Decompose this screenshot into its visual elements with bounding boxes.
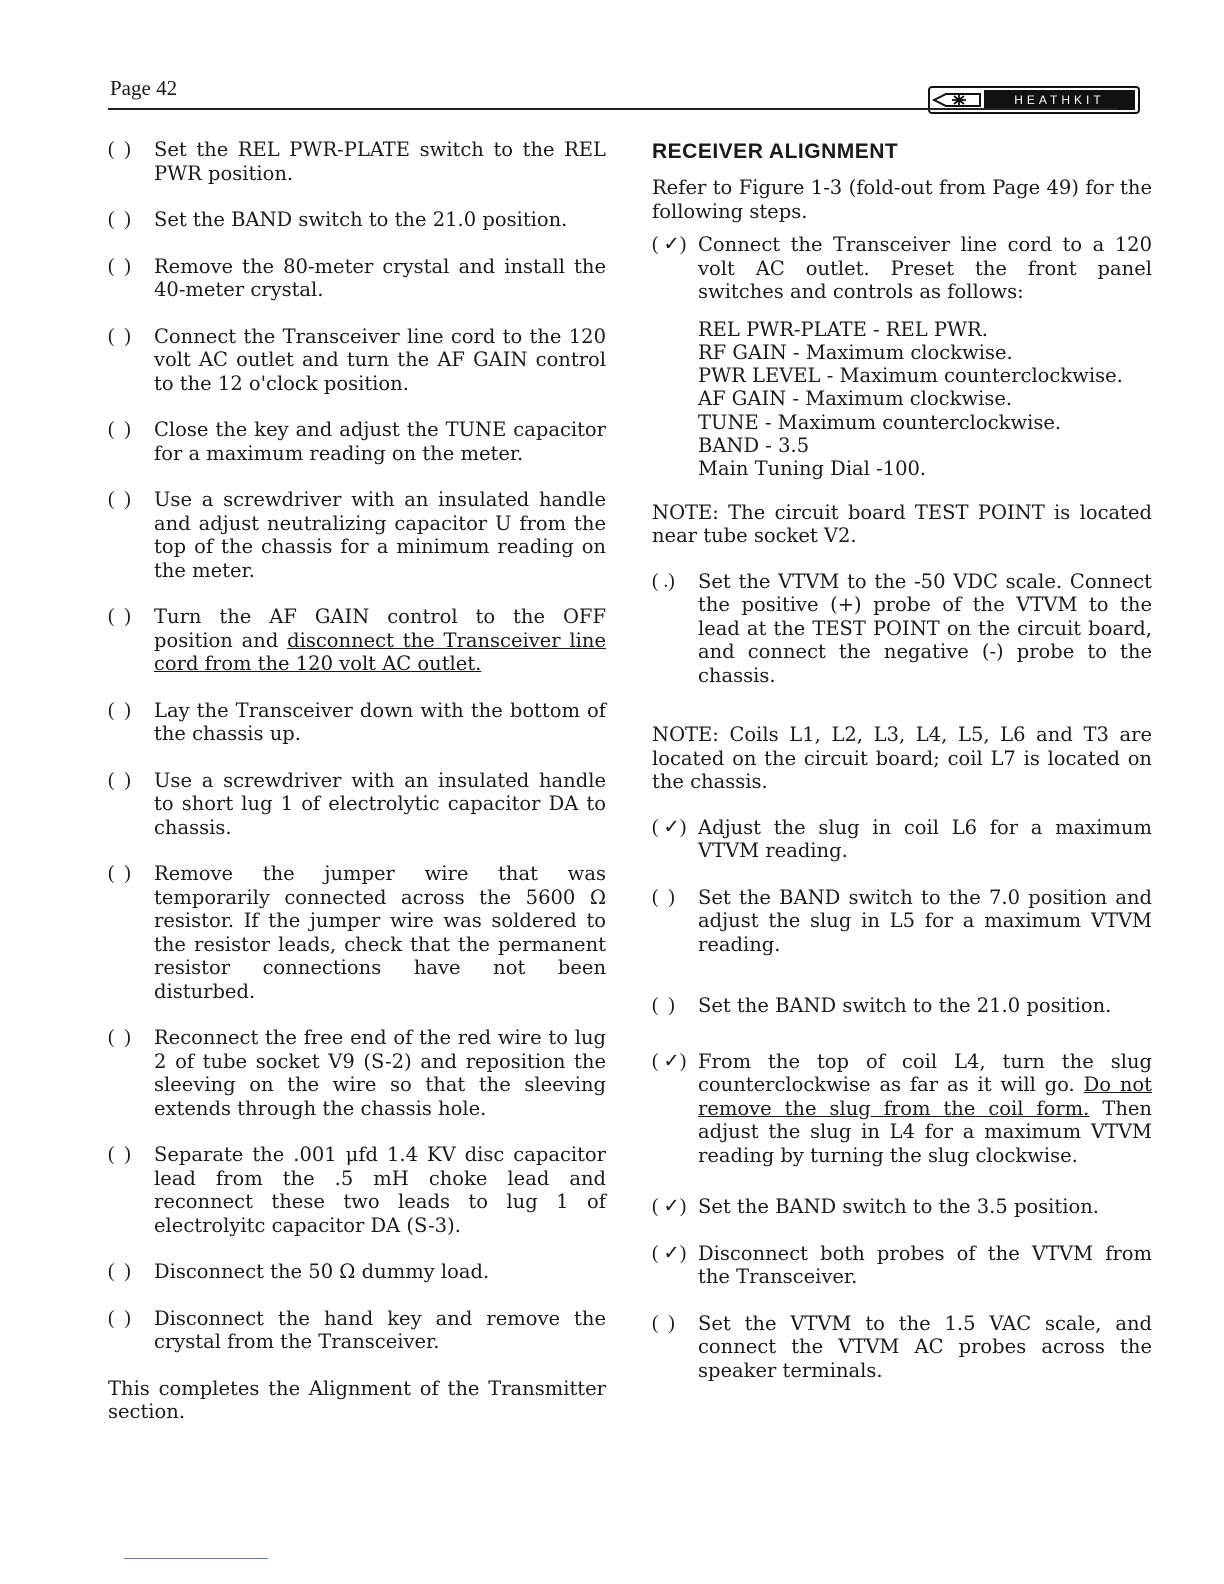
step-text: Set the VTVM to the -50 VDC scale. Connect the positive (+) probe of the VTVM to the lead at the TEST POINT on the circuit board, and connect the negative (-) probe to the chassis. — [698, 569, 1152, 687]
step-text: Remove the jumper wire that was temporarily connected across the 5600 Ω resistor. If the jumper wire was soldered to the resistor leads, check that the permanent resistor connections have not been disturbed. — [154, 862, 606, 1003]
step-checkbox[interactable]: ( ) — [108, 419, 131, 440]
step-text: Connect the Transceiver line cord to a 120 volt AC outlet. Preset the front panel switches and controls as follows: — [698, 233, 1152, 303]
step-text: Set the BAND switch to the 7.0 position and adjust the slug in L5 for a maximum VTVM reading. — [698, 885, 1152, 956]
step-checkbox[interactable]: ( ) — [652, 995, 675, 1017]
step-checkbox[interactable]: ( ✓) — [652, 234, 687, 255]
brand-name: HEATHKIT — [984, 90, 1135, 110]
header-divider — [108, 108, 1118, 110]
step-text: Disconnect the 50 Ω dummy load. — [154, 1260, 490, 1283]
step-checkbox[interactable]: ( ✓) — [652, 1196, 687, 1218]
step-checkbox[interactable]: ( ) — [108, 769, 131, 791]
step-text: Use a screwdriver with an insulated handle and adjust neutralizing capacitor U from the top of the chassis for a minimum reading on the meter. — [154, 488, 606, 582]
step-checkbox[interactable]: ( ) — [108, 255, 131, 277]
step-checkbox[interactable]: ( ) — [108, 325, 131, 347]
step-checkbox[interactable]: ( ✓) — [652, 816, 687, 838]
setting-line: AF GAIN - Maximum clockwise. — [698, 387, 1013, 411]
checklist-step — [108, 862, 606, 1003]
checklist-step — [652, 233, 1152, 304]
step-checkbox[interactable]: ( ) — [108, 699, 131, 721]
checklist-step — [108, 1026, 606, 1120]
checklist-step — [108, 1143, 606, 1237]
checklist-step — [108, 769, 606, 840]
footer-line — [124, 1558, 268, 1559]
step-checkbox[interactable]: ( ) — [108, 606, 131, 627]
checklist-step — [108, 255, 606, 302]
step-text: Reconnect the free end of the red wire to lug 2 of tube socket V9 (S-2) and reposition the sleeving on the wire so that the sleeving extends through the chassis hole. — [154, 1026, 606, 1120]
checklist-step — [108, 1307, 606, 1354]
setting-line: Main Tuning Dial -100. — [698, 457, 927, 481]
setting-line: TUNE - Maximum counterclockwise. — [698, 410, 1062, 434]
step-text: Set the BAND switch to the 21.0 position. — [154, 208, 568, 231]
step-checkbox[interactable]: ( .) — [652, 570, 675, 592]
step-checkbox[interactable]: ( ) — [108, 1027, 131, 1048]
step-text — [154, 605, 606, 676]
checklist-step — [652, 1242, 1152, 1289]
step-checkbox[interactable]: ( ) — [108, 489, 131, 510]
right-column — [652, 138, 1152, 1405]
step-checkbox[interactable]: ( ✓) — [652, 1050, 687, 1072]
step-text: Lay the Transceiver down with the bottom of the chassis up. — [154, 698, 606, 745]
step-checkbox[interactable]: ( ) — [108, 1261, 131, 1282]
setting-line: RF GAIN - Maximum clockwise. — [698, 340, 1013, 364]
step-text: Set the BAND switch to the 21.0 position. — [698, 994, 1112, 1018]
step-text-plain: From the top of coil L4, turn the slug counterclockwise as far as it will go. — [698, 1049, 1152, 1097]
step-checkbox[interactable]: ( ) — [108, 1307, 131, 1329]
step-checkbox[interactable]: ( ) — [652, 1312, 675, 1334]
step-text: Adjust the slug in coil L6 for a maximum VTVM reading. — [698, 815, 1152, 863]
step-text-underlined: Do not remove the slug from the coil form. — [698, 1073, 1152, 1120]
step-text: Set the BAND switch to the 3.5 position. — [698, 1195, 1099, 1219]
step-text: Remove the 80-meter crystal and install the 40-meter crystal. — [154, 254, 606, 301]
setting-line: PWR LEVEL - Maximum counterclockwise. — [698, 364, 1123, 388]
left-column — [108, 138, 606, 1446]
step-checkbox[interactable]: ( ) — [108, 1144, 131, 1165]
checklist-step — [652, 1195, 1152, 1219]
step-checkbox[interactable]: ( ) — [108, 139, 131, 160]
setting-line: REL PWR-PLATE - REL PWR. — [698, 317, 988, 341]
checklist-step — [108, 605, 606, 676]
preset-settings-list — [698, 318, 1152, 481]
step-text — [698, 1050, 1152, 1168]
checklist-step — [108, 208, 606, 232]
step-text: Set the VTVM to the 1.5 VAC scale, and connect the VTVM AC probes across the speaker terminals. — [698, 1311, 1152, 1382]
checklist-step — [652, 994, 1152, 1018]
step-text: Disconnect the hand key and remove the crystal from the Transceiver. — [154, 1306, 606, 1353]
checklist-step — [108, 1260, 606, 1284]
checklist-step — [108, 418, 606, 465]
step-checkbox[interactable]: ( ) — [652, 886, 675, 908]
step-checkbox[interactable]: ( ) — [108, 863, 131, 884]
step-text: Close the key and adjust the TUNE capacitor for a maximum reading on the meter. — [154, 418, 606, 465]
note-test-point: NOTE: The circuit board TEST POINT is located near tube socket V2. — [652, 500, 1152, 548]
step-text-plain: Then adjust the slug in L4 for a maximum VTVM reading by turning the slug clockwise. — [698, 1096, 1152, 1167]
checklist-step — [652, 886, 1152, 957]
checklist-step — [108, 488, 606, 582]
checklist-step — [108, 699, 606, 746]
step-text: Disconnect both probes of the VTVM from the Transceiver. — [698, 1241, 1152, 1289]
note-coils: NOTE: Coils L1, L2, L3, L4, L5, L6 and T3 are located on the circuit board; coil L7 is located on the chassis. — [652, 723, 1152, 794]
step-text-plain: Turn the AF GAIN control to the OFF position and — [154, 605, 606, 652]
step-text-underlined: disconnect the Transceiver line cord from the 120 volt AC outlet. — [154, 628, 606, 675]
step-checkbox[interactable]: ( ✓) — [652, 1242, 687, 1264]
checklist-step — [652, 1312, 1152, 1383]
step-checkbox[interactable]: ( ) — [108, 209, 131, 230]
step-text: Set the REL PWR-PLATE switch to the REL PWR position. — [154, 138, 606, 185]
closing-paragraph: This completes the Alignment of the Transmitter section. — [108, 1376, 606, 1423]
page-number: Page 42 — [110, 76, 178, 100]
checklist-step — [108, 138, 606, 185]
checklist-step — [652, 816, 1152, 863]
step-text: Connect the Transceiver line cord to the 120 volt AC outlet and turn the AF GAIN control to the 12 o'clock position. — [154, 324, 606, 395]
checklist-step — [108, 325, 606, 396]
step-text: Use a screwdriver with an insulated handle to short lug 1 of electrolytic capacitor DA to chassis. — [154, 768, 606, 839]
section-heading: RECEIVER ALIGNMENT — [652, 140, 899, 163]
step-text: Separate the .001 μfd 1.4 KV disc capacitor lead from the .5 mH choke lead and reconnect these two leads to lug 1 of electrolyitc capacitor DA (S-3). — [154, 1143, 606, 1237]
setting-line: BAND - 3.5 — [698, 433, 810, 457]
intro-paragraph: Refer to Figure 1-3 (fold-out from Page 49) for the following steps. — [652, 176, 1152, 223]
checklist-step — [652, 570, 1152, 688]
checklist-step — [652, 1050, 1152, 1168]
